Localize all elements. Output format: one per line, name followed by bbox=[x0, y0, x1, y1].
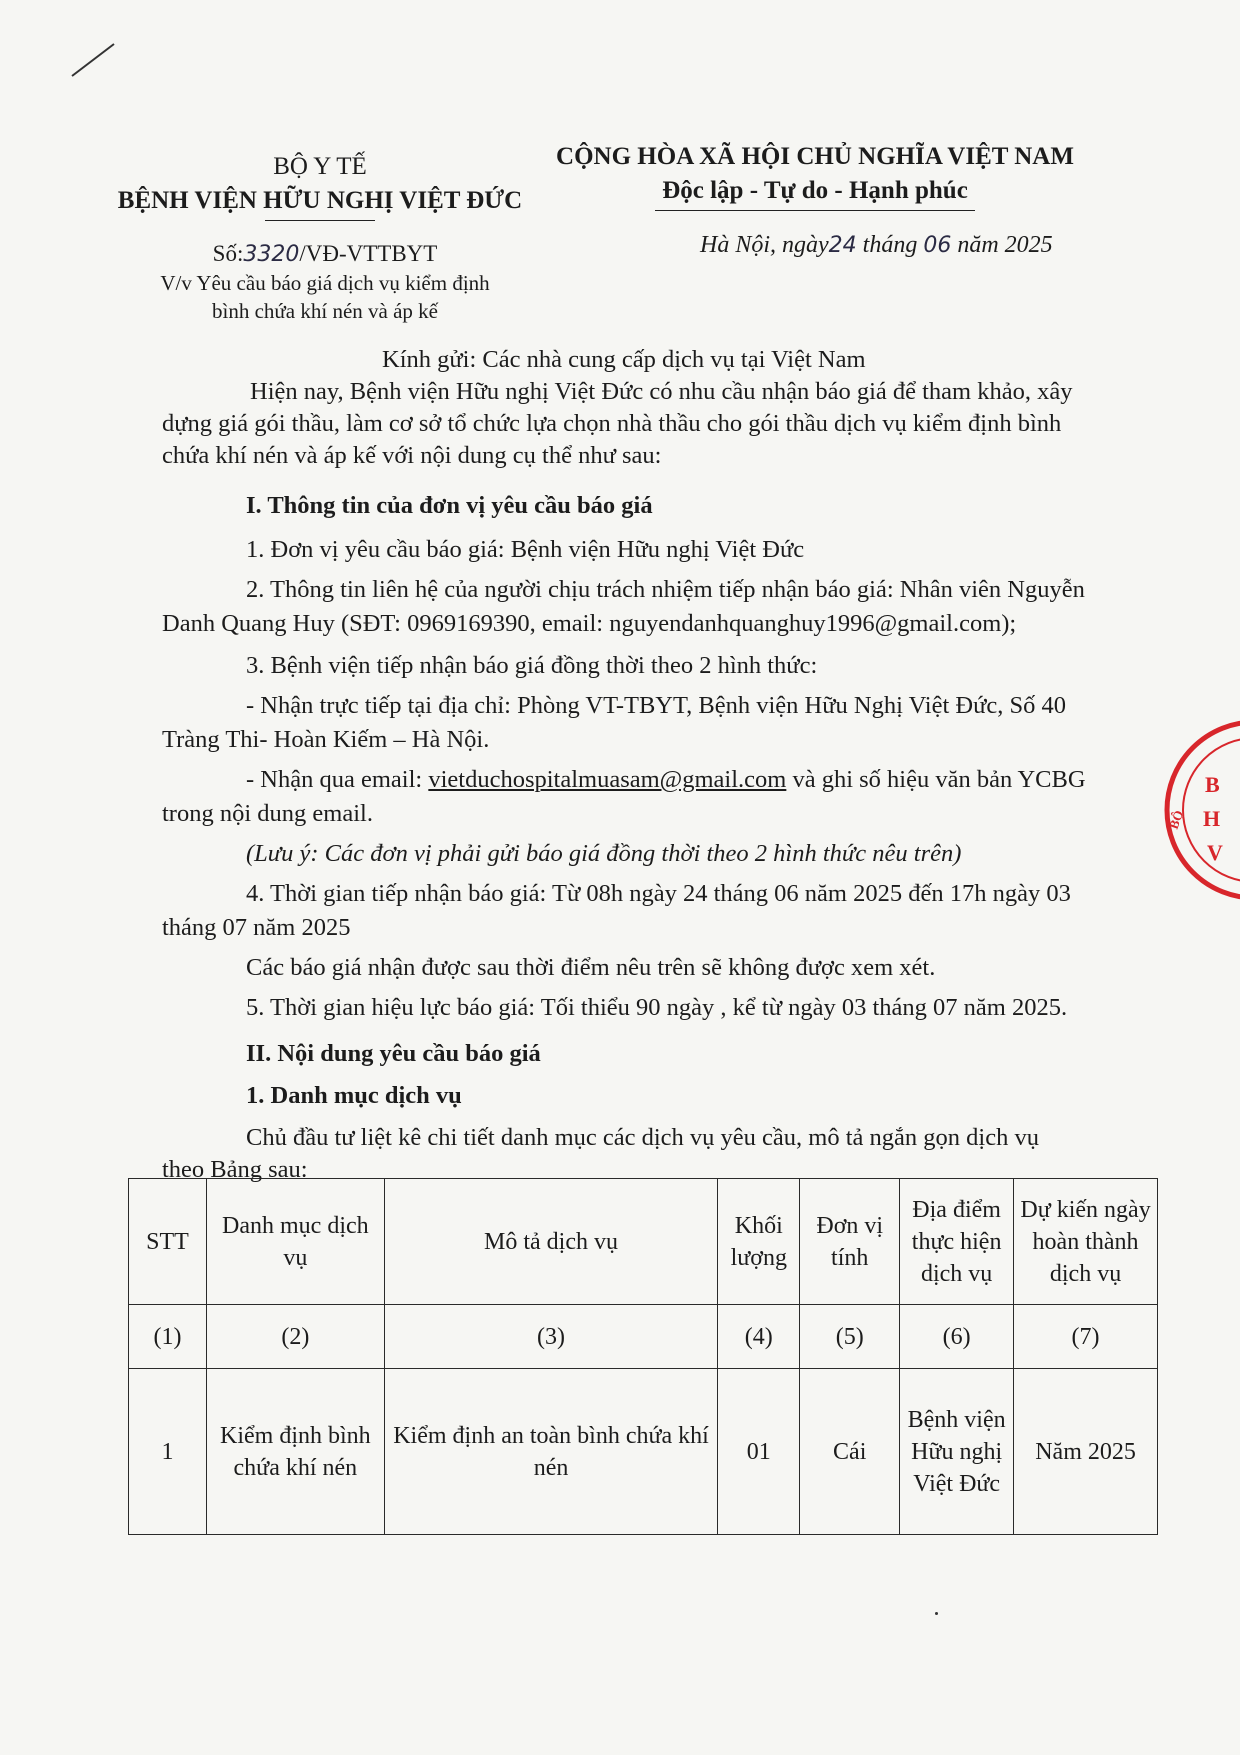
pen-mark-icon bbox=[70, 40, 120, 80]
table-column-number-row bbox=[129, 1305, 1158, 1369]
cell-location: Bệnh viện Hữu nghị Việt Đức bbox=[900, 1369, 1014, 1535]
stamp-letter-3: V bbox=[1207, 840, 1223, 865]
country-name: CỘNG HÒA XÃ HỘI CHỦ NGHĨA VIỆT NAM bbox=[556, 143, 1074, 170]
col-number: (6) bbox=[900, 1305, 1014, 1369]
item-2-line-1: 2. Thông tin liên hệ của người chịu trách nhiệm tiếp nhận báo giá: Nhân viên Nguyễn bbox=[246, 576, 1085, 603]
header-location: Địa điểm thực hiện dịch vụ bbox=[900, 1179, 1014, 1305]
header-completion-date: Dự kiến ngày hoàn thành dịch vụ bbox=[1014, 1179, 1158, 1305]
cell-completion-date: Năm 2025 bbox=[1014, 1369, 1158, 1535]
item-4-line-2: tháng 07 năm 2025 bbox=[162, 914, 351, 941]
email-note: và ghi số hiệu văn bản YCBG bbox=[786, 766, 1086, 793]
document-reference bbox=[120, 240, 530, 325]
date-prefix: Hà Nội, ngày bbox=[700, 232, 829, 258]
date-month: 06 bbox=[923, 233, 952, 258]
stamp-letter-1: B bbox=[1205, 772, 1220, 797]
email-intro: - Nhận qua email: bbox=[246, 766, 429, 793]
date-month-label: tháng bbox=[862, 232, 918, 258]
doc-number-handwritten: 3320 bbox=[243, 242, 300, 267]
document-number bbox=[120, 240, 530, 269]
issuer-underline bbox=[265, 220, 375, 221]
cell-quantity: 01 bbox=[718, 1369, 800, 1535]
section-1-heading: I. Thông tin của đơn vị yêu cầu báo giá bbox=[246, 492, 653, 519]
header-stt: STT bbox=[129, 1179, 207, 1305]
cell-stt: 1 bbox=[129, 1369, 207, 1535]
item-4-line-3: Các báo giá nhận được sau thời điểm nêu trên sẽ không được xem xét. bbox=[246, 954, 936, 981]
stamp-letter-2: H bbox=[1203, 806, 1221, 831]
official-seal-icon bbox=[1145, 710, 1240, 910]
col-number: (2) bbox=[206, 1305, 384, 1369]
purchase-email-link[interactable]: vietduchospitalmuasam@gmail.com bbox=[428, 766, 787, 793]
header-quantity: Khối lượng bbox=[718, 1179, 800, 1305]
table-intro-line-1: Chủ đầu tư liệt kê chi tiết danh mục các dịch vụ yêu cầu, mô tả ngắn gọn dịch vụ bbox=[246, 1124, 1039, 1151]
item-5: 5. Thời gian hiệu lực báo giá: Tối thiểu 90 ngày , kể từ ngày 03 tháng 07 năm 2025. bbox=[246, 994, 1068, 1021]
subject-line-2: bình chứa khí nén và áp kế bbox=[212, 299, 438, 323]
service-table bbox=[128, 1178, 1158, 1535]
cell-unit: Cái bbox=[800, 1369, 900, 1535]
table-intro-line-2: theo Bảng sau: bbox=[162, 1156, 308, 1183]
date-day: 24 bbox=[828, 233, 857, 258]
motto-underline bbox=[655, 210, 975, 211]
col-number: (7) bbox=[1014, 1305, 1158, 1369]
item-3b-line-2: trong nội dung email. bbox=[162, 800, 373, 827]
date-year: năm 2025 bbox=[957, 232, 1053, 258]
ink-speck bbox=[935, 1612, 938, 1615]
item-4-line-1: 4. Thời gian tiếp nhận báo giá: Từ 08h ngày 24 tháng 06 năm 2025 đến 17h ngày 03 bbox=[246, 880, 1071, 907]
col-number: (1) bbox=[129, 1305, 207, 1369]
item-3a-line-2: Tràng Thi- Hoàn Kiếm – Hà Nội. bbox=[162, 726, 490, 753]
national-motto: Độc lập - Tự do - Hạnh phúc bbox=[662, 177, 968, 204]
col-number: (4) bbox=[718, 1305, 800, 1369]
national-header bbox=[545, 140, 1085, 211]
subject-line-1: V/v Yêu cầu báo giá dịch vụ kiểm định bbox=[160, 271, 490, 295]
col-number: (3) bbox=[384, 1305, 718, 1369]
header-service-description: Mô tả dịch vụ bbox=[384, 1179, 718, 1305]
item-3a-line-1: - Nhận trực tiếp tại địa chỉ: Phòng VT-TBYT, Bệnh viện Hữu Nghị Việt Đức, Số 40 bbox=[246, 692, 1066, 719]
doc-number-prefix: Số: bbox=[212, 241, 244, 266]
item-3b-line-1 bbox=[246, 764, 1086, 796]
table-header-row bbox=[129, 1179, 1158, 1305]
intro-line-2: dựng giá gói thầu, làm cơ sở tổ chức lựa chọn nhà thầu cho gói thầu dịch vụ kiểm định bình bbox=[162, 410, 1062, 437]
doc-number-suffix: /VĐ-VTTBYT bbox=[299, 241, 438, 266]
intro-line-1: Hiện nay, Bệnh viện Hữu nghị Việt Đức có nhu cầu nhận báo giá để tham khảo, xây bbox=[250, 378, 1073, 405]
item-2-line-2: Danh Quang Huy (SĐT: 0969169390, email: nguyendanhquanghuy1996@gmail.com); bbox=[162, 610, 1017, 637]
subsection-1-heading: 1. Danh mục dịch vụ bbox=[246, 1082, 462, 1109]
cell-service-description: Kiểm định an toàn bình chứa khí nén bbox=[384, 1369, 718, 1535]
stamp-side-text: BỘ bbox=[1165, 808, 1187, 832]
intro-line-3: chứa khí nén và áp kế với nội dung cụ thể như sau: bbox=[162, 442, 662, 469]
cell-service-category: Kiểm định bình chứa khí nén bbox=[206, 1369, 384, 1535]
place-date bbox=[700, 232, 1053, 259]
col-number: (5) bbox=[800, 1305, 900, 1369]
section-2-heading: II. Nội dung yêu cầu báo giá bbox=[246, 1040, 541, 1067]
ministry-name: BỘ Y TẾ bbox=[273, 153, 367, 180]
header-service-category: Danh mục dịch vụ bbox=[206, 1179, 384, 1305]
item-1: 1. Đơn vị yêu cầu báo giá: Bệnh viện Hữu nghị Việt Đức bbox=[246, 536, 805, 563]
salutation: Kính gửi: Các nhà cung cấp dịch vụ tại Việt Nam bbox=[382, 346, 866, 373]
table-row bbox=[129, 1369, 1158, 1535]
hospital-name: BỆNH VIỆN HỮU NGHỊ VIỆT ĐỨC bbox=[117, 187, 523, 214]
header-unit: Đơn vị tính bbox=[800, 1179, 900, 1305]
note: (Lưu ý: Các đơn vị phải gửi báo giá đồng thời theo 2 hình thức nêu trên) bbox=[246, 840, 962, 867]
item-3: 3. Bệnh viện tiếp nhận báo giá đồng thời theo 2 hình thức: bbox=[246, 652, 818, 679]
issuer-block bbox=[100, 150, 540, 221]
